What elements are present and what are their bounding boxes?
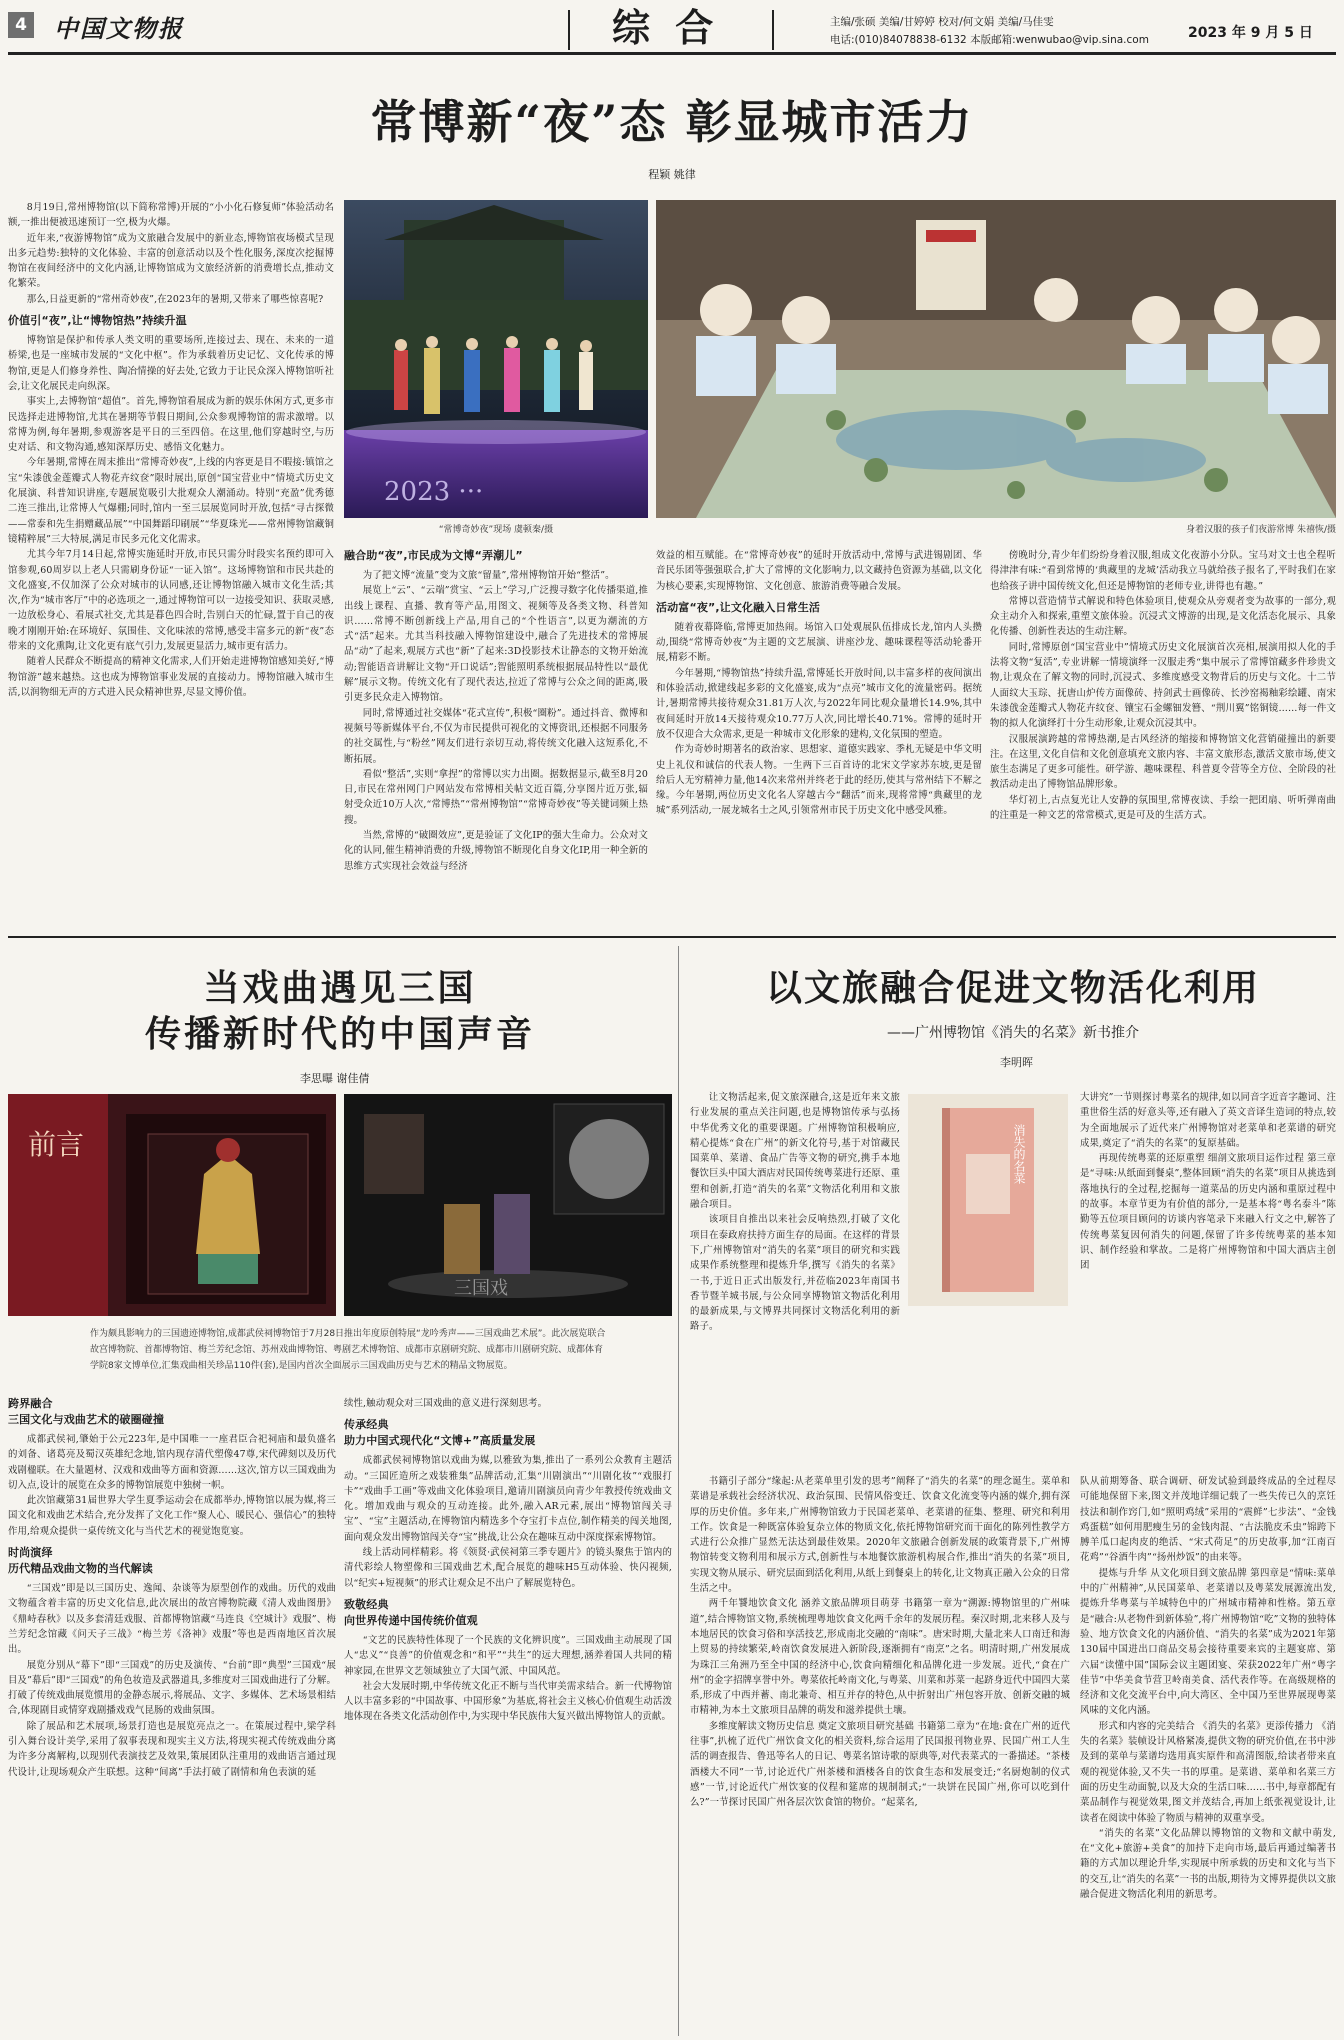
editor-credits: 主编/张硕 美编/甘婷婷 校对/何文娟 美编/马佳雯 — [830, 16, 1054, 28]
paragraph: 效益的相互赋能。在“常博奇妙夜”的延时开放活动中,常博与武进锡剧团、华音民乐团等强强联合,扩大了常博的文化影响力,以文藏持色资源为基础,以文化为核心要素,实现博物馆、文化创意、旅游消费等融合发展。 — [656, 550, 982, 592]
paragraph: 此次馆藏第31届世界大学生夏季运动会在成都举办,博物馆以展为媒,将三国文化和戏曲艺术结合,充分发挥了文化工作“聚人心、暖民心、强信心”的独特作用,给观众提供一桌传统文化与当代艺术的视觉饱览宴。 — [8, 1495, 336, 1537]
photo-exhibition-costume — [8, 1094, 336, 1316]
paragraph: 随着夜幕降临,常博更加热闹。场馆入口处观展队伍排成长龙,馆内人头攒动,围绕“常博奇妙夜”为主题的文艺展演、讲座沙龙、趣味课程等活动轮番开展,精彩不断。 — [656, 621, 982, 664]
paragraph: “文艺的民族特性体现了一个民族的文化辨识度”。三国戏曲主动展现了国人“忠义”“良善”的价值观念和“和平”“共生”的远大理想,涵养着国人共同的精神家园,在世界文艺领域独立了大国气派、中国风范。 — [344, 1634, 672, 1677]
article2-column-2 — [344, 1396, 672, 2032]
article1-byline: 程颖 姚律 — [648, 168, 696, 181]
section-title: 综 合 — [612, 6, 720, 50]
paragraph: 今年暑期,“博物馆热”持续升温,常博延长开放时间,以丰富多样的夜间演出和体验活动,掀建线起多彩的文化盛宴,成为“点亮”城市文化的流量密码。据统计,暑期常博共接待观众31.81万人次,与2022年同比观众量增长14.9%,其中夜间延时开放14天接待观众10.77万人次,同比增长40.71%。常博的延时开放不仅迎合大众需求,更是一种城市文化形象的建构,文化氛围的塑造。 — [656, 667, 982, 740]
subheading: 三国文化与戏曲艺术的破圈碰撞 — [8, 1413, 165, 1426]
subheading: 向世界传递中国传统价值观 — [344, 1613, 478, 1627]
paragraph: 同时,常博原创“国宝营业中”情境式历史文化展演首次亮相,展演用拟人化的手法将文物“复活”,专业讲解一情境演绎一汉服走秀“集中展示了常博馆藏多件珍贵文物,让观众在了解文物的同时,沉浸式、多维度感受文物背后的历史与文化。十二节人面纹大玉琮、抚唐山炉传方面像砖、持剑武士画像砖、长沙窑褐釉彩绘罐、南宋朱漆戗金莲瓣式人物花卉纹奁、镶宝石金螺钿发簪、“荆川翼”铭铜镜……每一件文物的拟人化演绎打十分生动形象,让观众沉浸其中。 — [990, 641, 1336, 730]
paragraph: 社会大发展时期,中华传统文化正不断与当代审美需求结合。新一代博物馆人以丰富多彩的“中国故事、中国形象”为基底,将社会主义核心价值观生动活泼地体现在各类文化活动创作中,为实现中华民族伟大复兴做出博物馆人的贡献。 — [344, 1680, 672, 1723]
article1-column-4 — [990, 548, 1336, 928]
subheading: 历代精品戏曲文物的当代解读 — [8, 1562, 153, 1576]
paragraph: 随着人民群众不断提高的精神文化需求,人们开始走进博物馆感知美好,“博物馆游”越来越热。这也成为博物馆事业发展的直接动力。博物馆融入城市生活,以润物细无声的方式进入民众精神世界,尽显文博价值。 — [8, 656, 334, 698]
paragraph: 同时,常博通过社交媒体“花式宣传”,积极“圈粉”。通过抖音、微博和视频号等新媒体平台,不仅为市民提供可视化的文博资讯,还根据不同服务的社交属性,与“粉丝”网友们进行亲切互动,将传统文化融入这短系化,不断拓展。 — [344, 707, 648, 765]
paragraph: 书籍引子部分“缘起:从老菜单里引发的思考”阐释了“消失的名菜”的理念诞生。菜单和菜谱是承载社会经济状况、政治氛围、民情风俗变迁、饮食文化流变等内涵的媒介,拥有深厚的历史价值。多年来,广州博物馆致力于民国老菜单、老菜谱的征集、整理、研究和利用工作。饮食是一种既富体验复杂立体的物质文化,依托博物馆研究而干面化的陈列性教学方式进行公众推广显然无法达到最佳效果。2020年文旅融合创新发展的政策背景下,广州博物馆转变文物利用和展示方式,创新性与本地餐饮旅游机构展合作,推出“消失的名菜”项目,实现文物从展示、研究层面到活化利用,从纸上到餐桌上的转化,让文物真正融入公众的日常生活之中。 — [690, 1476, 1070, 1595]
contact-info: 电话:(010)84078838-6132 本版邮箱:wenwubao@vip.sina.com — [830, 34, 1149, 46]
subheading: 跨界融合 — [8, 1397, 53, 1410]
paragraph: 8月19日,常州博物馆(以下简称常博)开展的“小小化石修复师”体验活动名额,一推出便被迅速预订一空,极为火爆。 — [8, 202, 334, 229]
paragraph: 华灯初上,古点复光让人安静的氛围里,常博夜读、手绘一把团扇、听听弹南曲的注重是一种文艺的常常模式,更是可及的生活方式。 — [990, 794, 1336, 822]
column-divider — [678, 946, 679, 2036]
paragraph: 线上活动同样精彩。将《领贤·武侯祠第三季专题片》的镜头聚焦于馆内的清代彩绘人物塑像和三国戏曲艺术,配合展览的趣味H5互动体验、快闪视频,以“纪实+短视频”的形式让观众足不出户了解展览特色。 — [344, 1547, 672, 1589]
paragraph: 提炼与升华 从文化项目到文旅品牌 第四章是“情味:菜单中的广州精神”,从民国菜单、老菜谱以及粤菜发展源流出发,提炼升华粤菜与羊城特色中的广州城市精神和性格。第五章是“融合:从老物件到新体验”,将广州博物馆“吃”文物的独特体验、地方饮食文化的内涵价值、“消失的名菜”成为2021年第130届中国进出口商品交易会接待重要来宾的主题宴席、第六届“读懂中国”国际会议主题团宴、荣获2022年广州“粤字佳节”中华美食节营卫岭南美食、活代表作等。在高级规格的经济和文化交流平台中,向大湾区、全中国乃至世界展现粤菜风味的文化内涵。 — [1080, 1567, 1336, 1717]
article3-byline: 李明晖 — [1000, 1056, 1033, 1069]
subheading: 助力中国式现代化“文博+”高质量发展 — [344, 1434, 536, 1448]
page-number: 4 — [8, 12, 34, 38]
article1-title: 常博新“夜”态 彰显城市活力 — [370, 95, 974, 149]
article3-column-1 — [690, 1090, 900, 1466]
article3-title: 以文旅融合促进文物活化利用 — [765, 967, 1260, 1009]
article2-photo-caption: 作为颇具影响力的三国遗迹博物馆,成都武侯祠博物馆于7月28日推出年度原创特展“龙吟秀声——三国戏曲艺术展”。此次展览联合故宫博物院、首都博物馆、梅兰芳纪念馆、苏州戏曲博物馆、粤剧艺术博物馆、成都市京剧研究院、成都市川剧研究院、成都体育学院8家文博单位,汇集戏曲相关珍品110件(套),是国内首次全面展示三国戏曲历史与艺术的精品文物展览。 — [90, 1329, 606, 1371]
paragraph: 再现传统粤菜的还原重塑 细剖文旅项目运作过程 第三章是“寻味:从纸面到餐桌”,整体回顾“消失的名菜”项目从挑选到落地执行的全过程,挖掘每一道菜品的历史内涵和重原过程中的故事。本章节更为有价值的部分,一是基本将“粤名泰斗”陈勤等五位项目顾问的访谈内容笔录下来融入行文之中,解答了传统粤菜复因何消失的问题,保留了许多传统粤菜的基本知识、制作经验和掌故。二是将广州博物馆和中国大酒店主创团 — [1080, 1153, 1336, 1272]
paragraph: 常博以营造情节式解说和特色体验项目,使观众从旁观者变为故事的一部分,观众主动介入和探索,重塑文旅体验。沉浸式文博游的出现,是文化活态化展示、具象化传播、创新性表达的生动注解。 — [990, 595, 1336, 638]
article3-column-4 — [1080, 1474, 1336, 2032]
paragraph: 事实上,去博物馆“超值”。首先,博物馆看展成为新的娱乐休闲方式,更多市民选择走进博物馆,尤其在暑期等节假日期间,公众参观博物馆的需求激增。以常博为例,每年暑期,参观游客是平日的三至四倍。在这里,他们穿越时空,与历史对话、和文物沟通,感知深厚历史、感悟文化魅力。 — [8, 396, 334, 454]
subheading: 时尚演绎 — [8, 1546, 53, 1560]
paragraph: 续性,触动观众对三国戏曲的意义进行深刻思考。 — [344, 1398, 548, 1409]
book-cover-graphic — [908, 1094, 1068, 1306]
photo-children-museum-graphic — [656, 200, 1336, 518]
article3-subtitle: ——广州博物馆《消失的名菜》新书推介 — [887, 1025, 1139, 1041]
paragraph: 形式和内容的完美结合 《消失的名菜》更添传播力 《消失的名菜》装帧设计风格紧凑,提供文物的研究价值,在书中涉及到的菜单与菜谱均选用真实原件和高清图版,给读者带来直观的视觉体验,又不失一书的厚重。是菜谱、菜单和名菜三方面的历史生动面貌,以及大众的生活口味……书中,每章都配有菜品制作与视觉效果,图文并茂结合,再加上纸张视觉设计,让读者在阅读中体验了物质与精神的双重享受。 — [1080, 1720, 1336, 1824]
paragraph: 成都武侯祠博物馆以戏曲为媒,以雅致为集,推出了一系列公众教育主题活动。“三国匠造所之戏装雅集”品牌活动,汇集“川剧演出”“川剧化妆”“戏服打卡”“戏曲手工画”等戏曲文化体验项目,邀请川剧演员向青少年教授传统戏曲文化。增加戏曲与观众的互动连接。此外,融入AR元素,展出“博物馆闯关寻宝”、“宝”主题活动,在博物馆内精选多个夺宝打卡点位,制作精美的闯关地图,面向观众发出博物馆闯关夺“宝”挑战,让公众在趣味互动中深度探索博物馆。 — [344, 1455, 672, 1543]
photo-caption-2: 身着汉服的孩子们夜游常博 朱禧恢/摄 — [1186, 525, 1336, 535]
paragraph: 展览上“云”、“云端”赏宝、“云上”学习,广泛搜寻数字化传播渠道,推出线上课程、直播、教育等产品,用图文、视频等及各类文物、科普知识……常博不断创新线上产品,用自己的“个性语言”,以更为潮流的方式“活”起来。尤其当科技融入博物馆建设中,融合了先进技术的常博展品“动”了起来,观展方式也“新”了起来:3D投影技术让静态的文物开始流动;智能语音讲解让文物“开口说话”;智能照明系统根据展品特性以“最优解”展示文物。传统文化有了现代表达,拉近了常博与公众之间的距离,吸引更多民众走入博物馆。 — [344, 585, 648, 704]
article2-title-line1: 当戏曲遇见三国 — [203, 967, 477, 1009]
paragraph: 当然,常博的“破圈效应”,更是验证了文化IP的强大生命力。公众对文化的认同,催生精神消费的升级,博物馆不断现化自身文化IP,用一种全新的思维方式实现社会效益与经济 — [344, 830, 648, 872]
article1-column-2 — [344, 548, 648, 928]
paragraph: 博物馆是保护和传承人类文明的重要场所,连接过去、现在、未来的一道桥梁,也是一座城市发展的“文化中枢”。作为承载着历史记忆、文化传承的博物馆,更是人们修身养性、陶冶情操的好去处,它致力于让民众深入博物馆听社会,让文化展民走向纵深。 — [8, 335, 334, 392]
article2-title-line2: 传播新时代的中国声音 — [144, 1013, 535, 1055]
paragraph: “消失的名菜”文化品牌以博物馆的文物和文献中萌发,在“文化+旅游+美食”的加持下走向市场,最后再通过编著书籍的方式加以理论升华,实现展中所承载的历史和文化与当下的交互,让“消失的名菜”一书的出版,期待为文博界提供以文旅融合促进文物活化利用的新思考。 — [1080, 1827, 1336, 1901]
subheading: 融合助“夜”,市民成为文博“弄潮儿” — [344, 549, 523, 562]
paragraph: 傍晚时分,青少年们纷纷身着汉服,组成文化夜游小分队。宝马对文士也全程听得津津有味:“看到常博的‘典藏里的龙城’活动我立马就给孩子报名了,平时我们在家也给孩子讲中国传统文化,但还是博物馆的老师专业,讲得也有趣。” — [990, 550, 1336, 592]
photo-exhibition-costume-graphic — [8, 1094, 336, 1316]
paragraph: 多维度解读文物历史信息 奠定文旅项目研究基础 书籍第二章为“在地:食在广州的近代往事”,扒梳了近代广州饮食文化的相关资料,综合运用了民国报刊物业界、民国广州工人生活的调查报告、鲁迅等名人的日记、粤菜名馆诗歌的原典等,对代表菜式的一番描述。“茶楼酒楼大不同”一节,讨论近代广州茶楼和酒楼各自的饮食生态和发展变迁;“名厨炮制的仪式感”一节,讨论近代广州饮宴的仪程和筵席的规制制式;“一块饼在民国广州,你可以吃到什么?”一节探讨民国广州各层次饮食馆的物价。“起菜名, — [690, 1720, 1070, 1809]
paragraph: 汉服展演跨越的常博热潮,是古风经济的缩接和博物馆文化营销碰撞出的新要注。在这里,文化自信和文化创意填充文旅内容、丰富文旅形态,激活文旅市场,使文旅生态满足了更多可能性。研学游、趣味课程、科普夏令营等全方位、全阶段的社教活动走出了博物馆品牌形象。 — [990, 733, 1336, 791]
paragraph: 成都武侯祠,肇始于公元223年,是中国唯一一座君臣合祀祠庙和最负盛名的刘备、诸葛亮及蜀汉英雄纪念地,馆内现存清代塑像47尊,宋代碑刻以及历代戏剧楹联。在大量题材、汉戏和戏曲等方面和资源……这次,馆方以三国戏曲为切入点,设计的展览在众多的博物馆展览中独树一帜。 — [8, 1434, 336, 1491]
article1-column-3 — [656, 548, 982, 928]
paragraph: 该项目自推出以来社会反响热烈,打破了文化项目在泰政府扶持方面生存的局面。在这样的背景下,广州博物馆对“消失的名菜”项目的研究和实践成果作系统整理和提炼升华,撰写《消失的名菜》一书,于近日正式出版发行,并莅临2023年南国书香节暨羊城书展,与公众同享博物馆文物活化利用的最新成果,与文博界共同探讨文物活化利用的新路子。 — [690, 1214, 900, 1333]
paragraph: 那么,日益更新的“常州奇妙夜”,在2023年的暑期,又带来了哪些惊喜呢? — [26, 293, 324, 305]
paragraph: 尤其今年7月14日起,常博实施延时开放,市民只需分时段实名预约即可入馆参观,60周岁以上老人只需刷身份证“一证入馆”。这场博物馆和市民共赴的文化盛宴,不仅加深了公众对城市的认同感,还让博物馆融入城市文化生活;其次,作为“城市客厅”中的必选项之一,通过博物馆可以一边接受知识、获取灵感,一边放松身心、看展式社交,尤其是暮色四合时,告别白天的忙碌,置于自己的夜晚才刚刚开始:在环境好、氛围佳、文化味浓的常博,感受丰富多元的新“夜”态带来的文化熏陶,让文化更有底气引力,发展更显活力,城市更有活力。 — [8, 549, 334, 653]
book-cover-photo — [908, 1094, 1068, 1306]
photo-caption-1: “常博奇妙夜”现场 虞顿秦/摄 — [438, 525, 554, 535]
paragraph: 近年来,“夜游博物馆”成为文旅融合发展中的新业态,博物馆夜场模式呈现出多元趋势:独特的文化体验、丰富的创意活动以及个性化服务,深度次挖掘博物馆在夜间经济中的文化内涵,让博物馆成为文旅经济新的消费增长点,推动文化繁荣。 — [8, 232, 334, 290]
header-rule — [8, 52, 1336, 55]
masthead-logo: 中国文物报 — [54, 14, 184, 43]
article3-column-2 — [1080, 1090, 1336, 1466]
article2-byline: 李思曝 谢佳倩 — [300, 1072, 370, 1085]
paragraph: 为了把文博“流量”变为文旅“留量”,常州博物馆开始“整活”。 — [362, 570, 615, 581]
svg-text:2023 ···: 2023 ··· — [384, 477, 484, 507]
article1-bottom-rule — [8, 936, 1336, 938]
paragraph: 大讲究”一节则探讨粤菜名的规律,如以同音字近音字趣词、注重世俗生活的好意头等,还有融入了英文音译生造词的特点,较为全面地展示了近代来广州博物馆对老菜单和老菜谱的研究成果,奠定了“消失的名菜”的复原基础。 — [1080, 1092, 1336, 1149]
book-title: 消失的名菜 — [1012, 1124, 1026, 1184]
photo-opera-night-graphic — [344, 200, 648, 518]
article1-column-1 — [8, 200, 334, 928]
article2-column-1 — [8, 1396, 336, 2032]
paragraph: 展览分别从“幕下”即“三国戏”的历史及演传、“台前”即“典型”三国戏“展目及”幕后”即“三国戏”的角色妆造及武器道具,多维度对三国戏曲进行了分解。打破了传统戏曲展览惯用的金静态展示,将展品、文字、多媒体、艺术场景相结合,体现剧目或情穿戏剧播戏戏气昆肠的戏曲氛围。 — [8, 1659, 336, 1717]
issue-date: 2023 年 9 月 5 日 — [1188, 25, 1313, 41]
photo-exhibition-hall-graphic — [344, 1094, 672, 1316]
svg-text:前言: 前言 — [28, 1128, 85, 1161]
photo-opera-night — [344, 200, 648, 518]
section-divider — [568, 10, 570, 50]
section-divider-right — [772, 10, 774, 50]
subheading: 价值引“夜”,让“博物馆热”持续升温 — [8, 314, 187, 328]
paragraph: 两千年饕地饮食文化 涵养文旅品牌项目萌芽 书籍第一章为“溯源:博物馆里的广州味道”,结合博物馆文物,系统梳理粤地饮食文化两千余年的发展历程。秦汉时期,北来移人及与本地居民的饮食习俗和享活技艺,形成南北交融的“南味”。唐宋时期,大量北来人口南迁和海上贸易的持续繁荣,岭南饮食发展进入新阶段,逐渐拥有“南烹”之名。明清时期,广州发展成为珠江三角洲乃至全中国的经济中心,饮食向精细化和品牌化进一步发展。近代,“食在广州”的金字招牌享誉中外。粤菜依托岭南文化,与粤菜、川菜和苏菜一起跻身近代中国四大菜系,形成了中西并蓄、南北兼奇、相互并存的特色,从中折射出广州包容开放、创新交融的城市精神,为本土文旅项目品牌的萌发和滋养提供土壤。 — [690, 1598, 1070, 1717]
paragraph: 看似“整活”,实则“拿捏”的常博以实力出圈。据数据显示,截至8月20日,市民在常州网门户网站发布常博相关帖文近百篇,分享图片近万张,辐射受众近10万人次,“常博热”“常州博物馆”“常博奇妙夜”等关键词频上热搜。 — [344, 768, 648, 826]
paragraph: 作为奇妙时期著名的政治家、思想家、道德实践家、季札无疑是中华文明史上礼仪和诚信的代表人物。一生两下三百首诗的北宋文学家苏东坡,更是留给后人无穷精神力量,他14次来常州并终老于此的经历,使其与常州结下不解之缘。今年暑期,两位历史文化名人穿越古今“翻活”而来,现将常博“典藏里的龙城”系列活动,一展龙城名士之风,引领常州市民于历史文化中感受风雅。 — [656, 744, 982, 817]
article3-column-3 — [690, 1474, 1070, 2032]
subheading: 传承经典 — [344, 1418, 389, 1432]
photo-children-museum — [656, 200, 1336, 518]
photo-exhibition-hall — [344, 1094, 672, 1316]
paragraph: “三国戏”即是以三国历史、逸闻、杂谈等为原型创作的戏曲。历代的戏曲文物蕴含着丰富的历史文化信息,此次展出的故宫博物院藏《清人戏曲图册》《鼎峙春秋》以及多套清廷戏服、首都博物馆藏“马连良《空城计》戏服”、梅兰芳纪念馆藏《问天子三战》“梅兰芳《洛神》戏服”等也是西南地区首次展出。 — [8, 1583, 336, 1656]
paragraph: 除了展品和艺术展项,场景打造也是展览亮点之一。在策展过程中,梁学科引入舞台设计美学,采用了叙事表现和现实主义方法,将现实视式传统戏曲分离为许多分离解构,以现别代表演技艺及效果,策展团队注重用的戏曲语言通过现代设计,让现场观众产生联想。这种“间离”手法打破了剧情和角色表演的延 — [8, 1720, 336, 1778]
paragraph: 今年暑期,常博在周末推出“常博奇妙夜”,上线的内容更是目不暇接:镇馆之宝“朱漆戗金莲瓣式人物花卉纹奁”限时展出,原创“国宝营业中”情境式历史文化展演、科普知识讲座,专题展览吸引大批观众人潮涌动。特别“充盈”优秀德二连三推出,让常博人气爆棚;同时,馆内一至三层展览同时开放,包括“寻古探微——常泰和先生捐赠藏品展”“中国舞蹈印刷展”“华夏珠光——常州博物馆藏铜镜精粹展”三大特展,满足市民多元化文化需求。 — [8, 457, 334, 545]
subheading: 活动富“夜”,让文化融入日常生活 — [656, 600, 821, 614]
paragraph: 队从前期筹备、联合调研、研发试验到最终成品的全过程尽可能地保留下来,图文并茂地详细记载了一些失传已久的烹饪技法和制作窍门,如“照明鸡绒”采用的“震鲜”七步法”、“金钱鸡蛋糕”如何用肥瘦生另的金钱肉混、“古法脆皮禾虫”锦跨下膊羊瓜口起肉皮的绝活、“宋式荷足”的历史故事,加“江南百花鸡”“谷酒牛肉”“扬州炒饭”的由来等。 — [1080, 1476, 1336, 1564]
subheading: 致敬经典 — [344, 1597, 389, 1611]
svg-text:三国戏: 三国戏 — [454, 1278, 508, 1299]
paragraph: 让文物活起来,促文旅深融合,这是近年来文旅行业发展的重点关注问题,也是博物馆传承与弘扬中华优秀文化的重要课题。广州博物馆积极响应,精心提炼“食在广州”的新文化符号,基于对馆藏民国菜单、菜谱、食品广告等文物的研究,携手本地餐饮巨头中国大酒店对民国传统粤菜进行还原、重塑和创新,打造“消失的名菜”文物活化利用和文旅融合项目。 — [690, 1092, 900, 1211]
